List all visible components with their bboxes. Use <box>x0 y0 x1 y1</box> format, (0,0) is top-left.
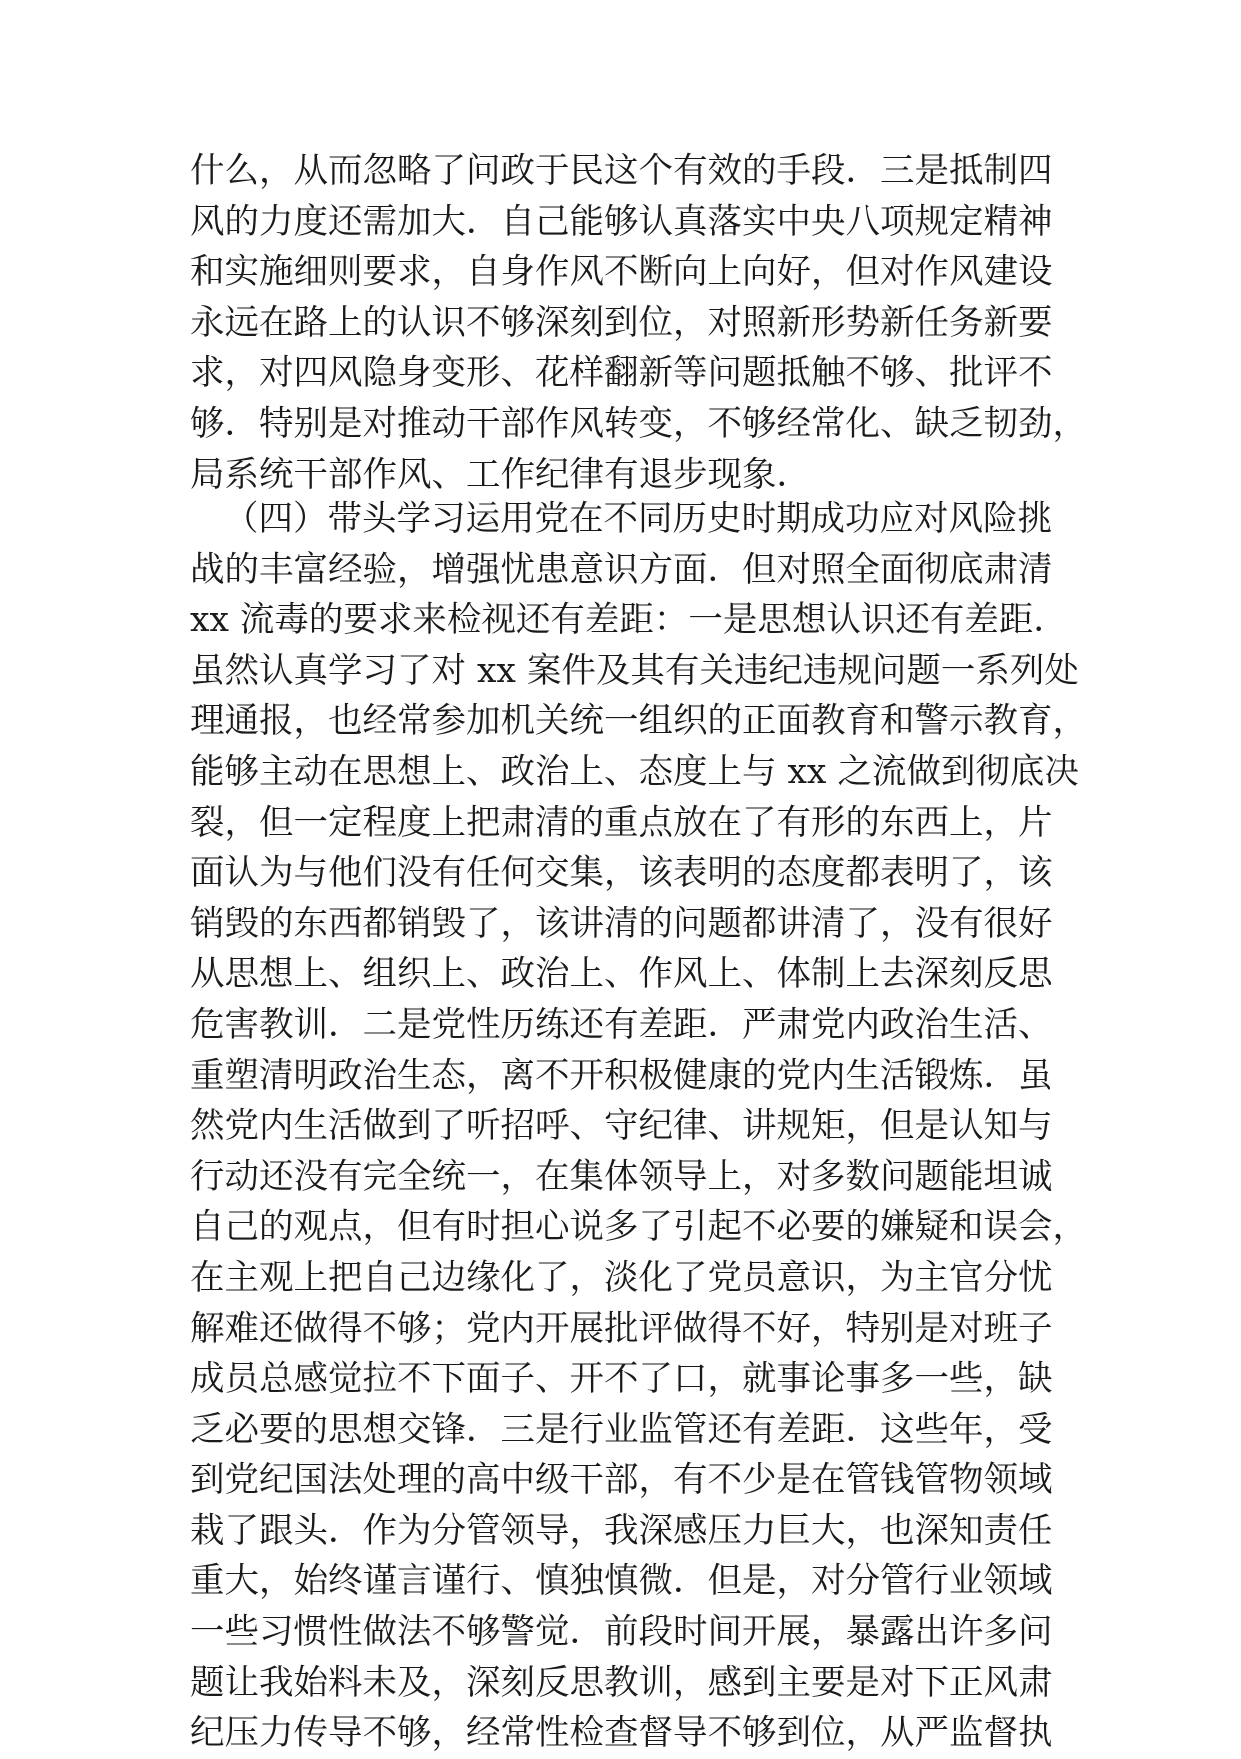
text-line: 一些习惯性做法不够警觉．前段时间开展，暴露出许多问 <box>190 1612 1053 1653</box>
text-line: 能够主动在思想上、政治上、态度上与 xx 之流做到彻底决 <box>190 751 1079 792</box>
text-line: 行动还没有完全统一，在集体领导上，对多数问题能坦诚 <box>190 1156 1053 1197</box>
text-line: 然党内生活做到了听招呼、守纪律、讲规矩，但是认知与 <box>190 1106 1053 1147</box>
text-line: 从思想上、组织上、政治上、作风上、体制上去深刻反思 <box>190 954 1053 995</box>
text-line: 虽然认真学习了对 xx 案件及其有关违纪违规问题一系列处 <box>190 650 1079 691</box>
text-line: 纪压力传导不够，经常性检查督导不够到位，从严监督执 <box>190 1713 1053 1754</box>
text-line: 局系统干部作风、工作纪律有退步现象． <box>190 454 811 495</box>
text-line: 求，对四风隐身变形、花样翻新等问题抵触不够、批评不 <box>190 353 1053 394</box>
text-line: 面认为与他们没有任何交集，该表明的态度都表明了，该 <box>190 853 1053 894</box>
paragraph-1 <box>190 146 1087 500</box>
text-line: 裂，但一定程度上把肃清的重点放在了有形的东西上，片 <box>190 802 1053 843</box>
text-line: 风的力度还需加大．自己能够认真落实中央八项规定精神 <box>190 201 1053 242</box>
text-line: 乏必要的思想交锋．三是行业监管还有差距．这些年，受 <box>190 1409 1053 1450</box>
text-line: 重大，始终谨言谨行、慎独慎微．但是，对分管行业领域 <box>190 1561 1053 1602</box>
text-line: 够．特别是对推动干部作风转变，不够经常化、缺乏韧劲， <box>190 403 1087 444</box>
text-line: 自己的观点，但有时担心说多了引起不必要的嫌疑和误会， <box>190 1207 1087 1248</box>
text-line: 重塑清明政治生态，离不开积极健康的党内生活锻炼．虽 <box>190 1055 1053 1096</box>
text-line: xx 流毒的要求来检视还有差距：一是思想认识还有差距． <box>190 600 1068 641</box>
text-line: 题让我始料未及，深刻反思教训，感到主要是对下正风肃 <box>190 1662 1053 1703</box>
text-line: 成员总感觉拉不下面子、开不了口，就事论事多一些，缺 <box>190 1359 1053 1400</box>
text-line: 栽了跟头．作为分管领导，我深感压力巨大，也深知责任 <box>190 1510 1053 1551</box>
text-line: 永远在路上的认识不够深刻到位，对照新形势新任务新要 <box>190 302 1053 343</box>
text-line: 在主观上把自己边缘化了，淡化了党员意识，为主官分忧 <box>190 1257 1053 1298</box>
text-line: 解难还做得不够；党内开展批评做得不好，特别是对班子 <box>190 1308 1053 1349</box>
text-line: 销毁的东西都销毁了，该讲清的问题都讲清了，没有很好 <box>190 903 1053 944</box>
text-line: 和实施细则要求，自身作风不断向上向好，但对作风建设 <box>190 252 1053 293</box>
text-line: 理通报，也经常参加机关统一组织的正面教育和警示教育， <box>190 701 1087 742</box>
paragraph-2 <box>190 494 1087 1759</box>
text-line: 到党纪国法处理的高中级干部，有不少是在管钱管物领域 <box>190 1460 1053 1501</box>
text-line: 危害教训．二是党性历练还有差距．严肃党内政治生活、 <box>190 1004 1053 1045</box>
text-line: 什么，从而忽略了问政于民这个有效的手段．三是抵制四 <box>190 151 1053 191</box>
text-line: （四）带头学习运用党在不同历史时期成功应对风险挑 <box>224 499 1052 539</box>
text-line: 战的丰富经验，增强忧患意识方面．但对照全面彻底肃清 <box>190 549 1053 590</box>
